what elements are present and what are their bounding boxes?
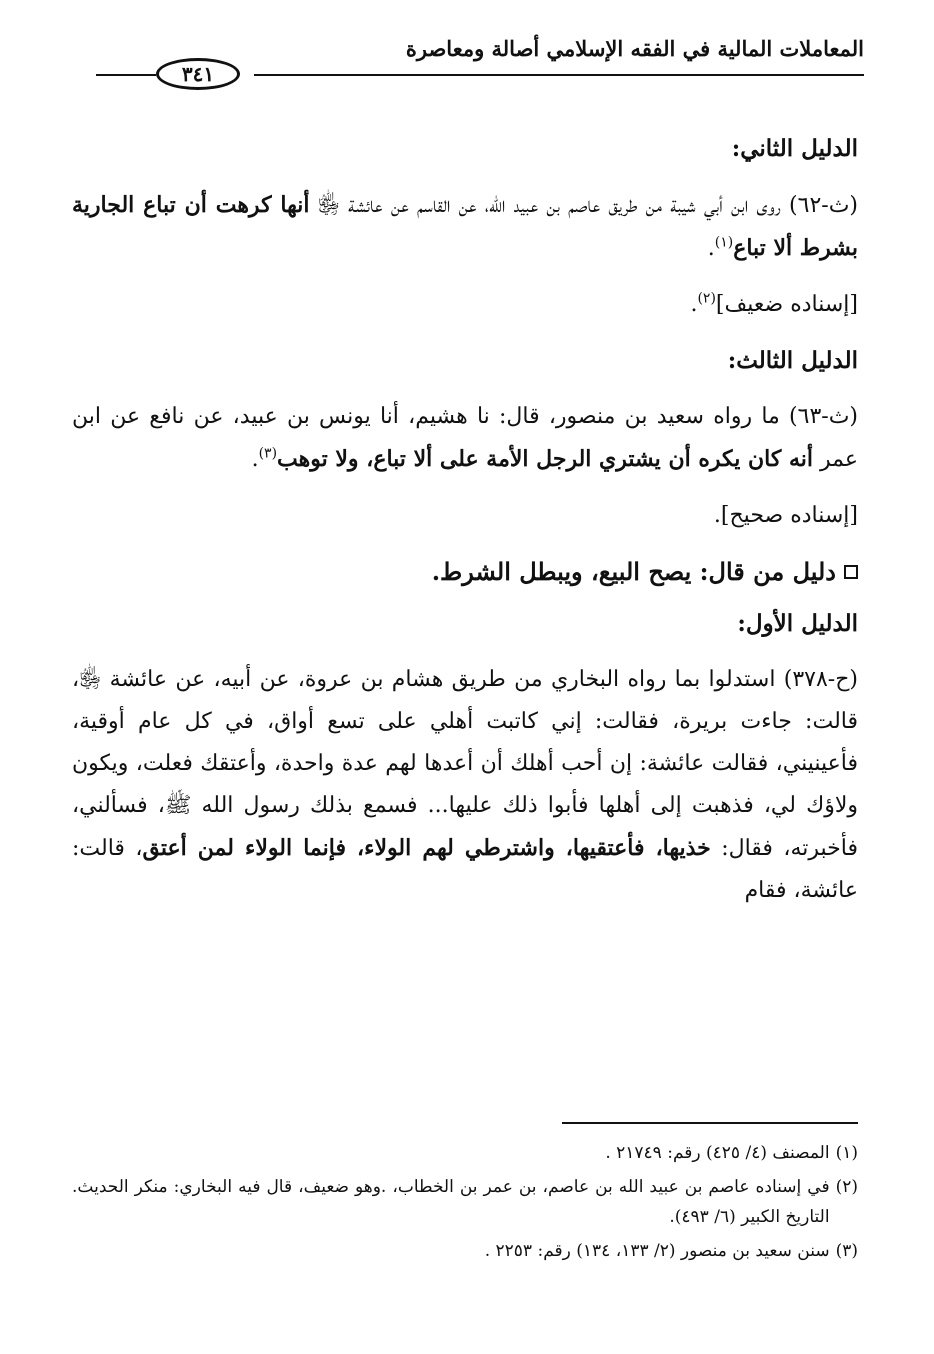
footnote-3 xyxy=(72,1236,858,1266)
heading-first-evidence: الدليل الأول: xyxy=(737,610,858,637)
footnote-text: المصنف (٤/ ٤٢٥) رقم: ٢١٧٤٩ . xyxy=(605,1143,830,1163)
grading-text: [إسناده ضعيف] xyxy=(715,292,858,317)
paragraph-athar-62 xyxy=(72,184,858,270)
footnote-number: (٢) xyxy=(835,1177,858,1197)
footnote-1 xyxy=(72,1138,858,1168)
heading-second-evidence: الدليل الثاني: xyxy=(731,135,858,162)
section-title-text: دليل من قال: يصح البيع، ويبطل الشرط. xyxy=(431,557,836,586)
footnote-number: (٣) xyxy=(835,1241,858,1261)
footnote-text: في إسناده عاصم بن عبيد الله بن عاصم، بن عمر بن الخطاب، .وهو ضعيف، قال فيه البخاري: منكر الحديث. التاريخ الكبير (٦/ ٤٩٣). xyxy=(72,1177,830,1227)
running-title: المعاملات المالية في الفقه الإسلامي أصالة ومعاصرة xyxy=(405,36,864,61)
paragraph-text: (ح-٣٧٨) استدلوا بما رواه البخاري من طريق هشام بن عروة، عن أبيه، عن عائشة ﵂، قالت: جاءت بريرة، فقالت: إني كاتبت أهلي على تسع أواق، في كل عام أوقية، فأعينيني، فقالت عائشة: إن أحب أهلك أن أعدها لهم عدة واحدة، وأعتقك فعلت، ويكون ولاؤك لي، فذهبت إلى أهلها فأبوا ذلك عليها... فسمع بذلك رسول الله ﷺ، فسألني، فأخبرته، فقال: xyxy=(72,667,858,861)
footnote-text: سنن سعيد بن منصور (٢/ ١٣٣، ١٣٤) رقم: ٢٢٥٣ . xyxy=(484,1241,830,1261)
footnote-ref-3[interactable]: (٣) xyxy=(258,445,278,462)
footnote-ref-1[interactable]: (١) xyxy=(714,234,734,251)
grading-end: . xyxy=(690,292,698,317)
heading-third-evidence: الدليل الثالث: xyxy=(727,347,858,374)
square-bullet-icon xyxy=(844,565,858,579)
quoted-text: أنه كان يكره أن يشتري الرجل الأمة على ألا تباع، ولا توهب xyxy=(277,446,814,472)
page-number: ٣٤١ xyxy=(156,58,240,90)
footnotes xyxy=(72,1138,858,1270)
grading-note-weak xyxy=(72,284,858,326)
footnote-2 xyxy=(72,1172,858,1232)
paragraph-end: . xyxy=(707,236,715,261)
paragraph-text: (ث-٦٣) ما رواه سعيد بن منصور، قال: نا هشيم، أنا يونس بن عبيد، عن نافع عن ابن عمر xyxy=(72,404,858,472)
paragraph-continuation: ، قالت: عائشة، فقام xyxy=(72,836,858,903)
paragraph-hadith-378 xyxy=(72,659,858,912)
footnote-ref-2[interactable]: (٢) xyxy=(697,290,716,307)
page-header xyxy=(96,30,864,100)
paragraph-end: . xyxy=(251,447,259,472)
footnote-separator xyxy=(562,1122,858,1124)
header-rule-left xyxy=(96,74,156,76)
paragraph-text: (ث-٦٢) روى ابن أبي شيبة من طريق عاصم بن عبيد الله، عن القاسم عن عائشة ﵂ xyxy=(309,193,858,218)
main-text xyxy=(72,128,858,926)
paragraph-athar-63 xyxy=(72,396,858,481)
section-title xyxy=(72,551,858,593)
header-rule-right xyxy=(254,74,864,76)
quoted-text: أنها كرهت أن تباع الجارية بشرط ألا تباع xyxy=(72,192,858,261)
quoted-text: خذيها، فأعتقيها، واشترطي لهم الولاء، فإنما الولاء لمن أعتق xyxy=(142,835,711,861)
footnote-number: (١) xyxy=(835,1143,858,1163)
grading-note-sound: [إسناده صحيح]. xyxy=(713,503,858,528)
